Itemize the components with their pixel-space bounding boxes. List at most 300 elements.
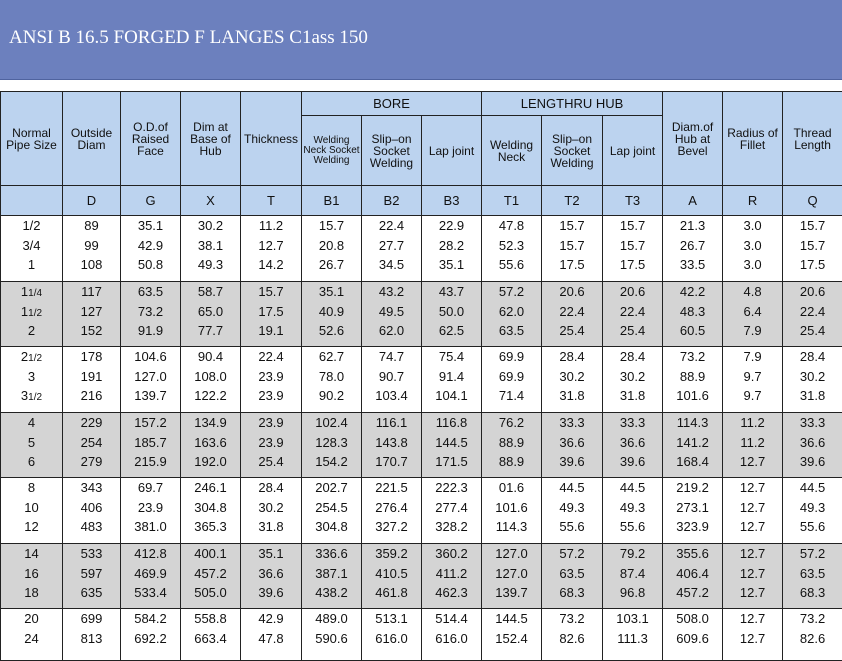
value: 116.8: [422, 413, 481, 433]
value: 144.5: [482, 609, 541, 629]
pipe-size-cell: [1, 413, 63, 478]
value: 33.3: [542, 413, 602, 433]
value: 229: [63, 413, 120, 433]
header-length-lap-joint: Lap joint: [603, 116, 663, 186]
value-cell-b1: [302, 544, 362, 609]
value: 128.3: [302, 433, 361, 453]
value-cell-b2: [362, 216, 422, 282]
value-cell-a: [663, 544, 723, 609]
value: 20.6: [783, 282, 842, 302]
value: 89: [63, 216, 120, 236]
pipe-size-whole: 18: [24, 585, 38, 600]
value-cell-x: [181, 544, 241, 609]
value: 406.4: [663, 564, 722, 584]
value: 170.7: [362, 452, 421, 472]
value: 26.7: [302, 255, 361, 275]
value: 609.6: [663, 629, 722, 649]
value: 36.6: [603, 433, 662, 453]
value: 127: [63, 302, 120, 322]
value-cell-b3: [422, 544, 482, 609]
symbol-cell: T: [241, 186, 302, 216]
value-cell-x: [181, 413, 241, 478]
symbol-cell: B1: [302, 186, 362, 216]
value-cell-t1: [482, 413, 542, 478]
value: 134.9: [181, 413, 240, 433]
value: 327.2: [362, 517, 421, 537]
value: 69.9: [482, 367, 541, 387]
value: 3.0: [723, 216, 782, 236]
value: 69.9: [482, 347, 541, 367]
value: 75.4: [422, 347, 481, 367]
value: 68.3: [783, 583, 842, 603]
value: 88.9: [482, 452, 541, 472]
value: 813: [63, 629, 120, 649]
value: 22.4: [241, 347, 301, 367]
value: 12.7: [723, 564, 782, 584]
value: 63.5: [482, 321, 541, 341]
value: 12.7: [723, 452, 782, 472]
value: 36.6: [241, 564, 301, 584]
value-cell-a: [663, 347, 723, 413]
value-cell-r: [723, 413, 783, 478]
value-cell-b1: [302, 216, 362, 282]
value: 152.4: [482, 629, 541, 649]
value: 58.7: [181, 282, 240, 302]
pipe-size-value: [1, 564, 62, 584]
value: 76.2: [482, 413, 541, 433]
header-thickness: Thickness: [241, 92, 302, 186]
value: 47.8: [482, 216, 541, 236]
table-row-group: [1, 282, 842, 347]
value: 304.8: [181, 498, 240, 518]
value-cell-t: [241, 347, 302, 413]
value: 168.4: [663, 452, 722, 472]
value: 462.3: [422, 583, 481, 603]
value-cell-t3: [603, 544, 663, 609]
value: 163.6: [181, 433, 240, 453]
symbol-cell: B3: [422, 186, 482, 216]
value: 15.7: [603, 216, 662, 236]
value-cell-q: [783, 282, 842, 347]
pipe-size-whole: 14: [24, 546, 38, 561]
value-cell-b3: [422, 216, 482, 282]
value-cell-a: [663, 216, 723, 282]
value: 141.2: [663, 433, 722, 453]
value-cell-t1: [482, 216, 542, 282]
value: 34.5: [362, 255, 421, 275]
value: 597: [63, 564, 120, 584]
value: 3.0: [723, 255, 782, 275]
header-raised-face: O.D.of Raised Face: [121, 92, 181, 186]
value-cell-b1: [302, 347, 362, 413]
value-cell-t: [241, 216, 302, 282]
header-dim-hub: Dim at Base of Hub: [181, 92, 241, 186]
value: 328.2: [422, 517, 481, 537]
value: 222.3: [422, 478, 481, 498]
value: 30.2: [241, 498, 301, 518]
value: 28.4: [542, 347, 602, 367]
value: 17.5: [542, 255, 602, 275]
value: 101.6: [482, 498, 541, 518]
value-cell-a: [663, 609, 723, 661]
pipe-size-whole: 10: [24, 500, 38, 515]
value: 57.2: [542, 544, 602, 564]
value: 44.5: [783, 478, 842, 498]
value-cell-d: [63, 609, 121, 661]
value: 254: [63, 433, 120, 453]
table-row-group: [1, 216, 842, 282]
value: 12.7: [723, 629, 782, 649]
value: 273.1: [663, 498, 722, 518]
value: 52.6: [302, 321, 361, 341]
value: 90.4: [181, 347, 240, 367]
pipe-size-value: [1, 517, 62, 537]
value: 36.6: [783, 433, 842, 453]
value: 616.0: [362, 629, 421, 649]
value: 60.5: [663, 321, 722, 341]
value-cell-t: [241, 544, 302, 609]
value: 33.3: [783, 413, 842, 433]
value: 15.7: [542, 216, 602, 236]
value: 73.2: [663, 347, 722, 367]
value: 12.7: [723, 517, 782, 537]
header-hub-bevel: Diam.of Hub at Bevel: [663, 92, 723, 186]
value: 17.5: [783, 255, 842, 275]
value: 52.3: [482, 236, 541, 256]
value: 25.4: [603, 321, 662, 341]
table-row-group: [1, 609, 842, 661]
value: 71.4: [482, 386, 541, 406]
value: 15.7: [302, 216, 361, 236]
symbol-row: [1, 186, 842, 216]
pipe-size-value: [1, 367, 62, 387]
value: 31.8: [603, 386, 662, 406]
value-cell-d: [63, 216, 121, 282]
value: 14.2: [241, 255, 301, 275]
value: 49.5: [362, 302, 421, 322]
value: 25.4: [542, 321, 602, 341]
value: 30.2: [783, 367, 842, 387]
value: 412.8: [121, 544, 180, 564]
value: 17.5: [241, 302, 301, 322]
value-cell-r: [723, 478, 783, 544]
value: 62.0: [482, 302, 541, 322]
value: 355.6: [663, 544, 722, 564]
value: 116.1: [362, 413, 421, 433]
value: 12.7: [723, 583, 782, 603]
flange-dimension-table: [0, 91, 842, 661]
pipe-size-fraction: 1/2: [28, 392, 42, 403]
value: 533: [63, 544, 120, 564]
value-cell-d: [63, 478, 121, 544]
value: 35.1: [241, 544, 301, 564]
value: 31.8: [542, 386, 602, 406]
value: 15.7: [783, 236, 842, 256]
value-cell-g: [121, 413, 181, 478]
value: 143.8: [362, 433, 421, 453]
value-cell-g: [121, 347, 181, 413]
pipe-size-value: [1, 255, 62, 275]
value: 39.6: [542, 452, 602, 472]
value: 152: [63, 321, 120, 341]
header-radius-fillet: Radius of Fillet: [723, 92, 783, 186]
value: 73.2: [121, 302, 180, 322]
value: 411.2: [422, 564, 481, 584]
value: 74.7: [362, 347, 421, 367]
value-cell-g: [121, 282, 181, 347]
value: 27.7: [362, 236, 421, 256]
symbol-cell-blank: [1, 186, 63, 216]
value-cell-r: [723, 544, 783, 609]
pipe-size-cell: [1, 478, 63, 544]
value: 11.2: [241, 216, 301, 236]
value: 69.7: [121, 478, 180, 498]
pipe-size-whole: 20: [24, 611, 38, 626]
value: 457.2: [663, 583, 722, 603]
value-cell-q: [783, 347, 842, 413]
value: 20.8: [302, 236, 361, 256]
value: 23.9: [241, 386, 301, 406]
value: 215.9: [121, 452, 180, 472]
value: 699: [63, 609, 120, 629]
pipe-size-whole: 12: [24, 519, 38, 534]
pipe-size-value: [1, 544, 62, 564]
value-cell-d: [63, 413, 121, 478]
pipe-size-whole: 1: [28, 257, 35, 272]
value: 410.5: [362, 564, 421, 584]
value: 20.6: [542, 282, 602, 302]
value: 246.1: [181, 478, 240, 498]
value: 42.9: [121, 236, 180, 256]
value: 304.8: [302, 517, 361, 537]
value: 30.2: [603, 367, 662, 387]
value: 49.3: [542, 498, 602, 518]
value: 57.2: [783, 544, 842, 564]
value: 9.7: [723, 367, 782, 387]
value: 114.3: [663, 413, 722, 433]
pipe-size-value: [1, 236, 62, 256]
value-cell-d: [63, 282, 121, 347]
value: 91.9: [121, 321, 180, 341]
value: 15.7: [783, 216, 842, 236]
value-cell-t: [241, 413, 302, 478]
value-cell-d: [63, 544, 121, 609]
value: 9.7: [723, 386, 782, 406]
value: 63.5: [121, 282, 180, 302]
pipe-size-value: [1, 583, 62, 603]
pipe-size-whole: 4: [28, 415, 35, 430]
value: 78.0: [302, 367, 361, 387]
value: 42.2: [663, 282, 722, 302]
value: 82.6: [783, 629, 842, 649]
value: 15.7: [603, 236, 662, 256]
value: 01.6: [482, 478, 541, 498]
value-cell-t1: [482, 478, 542, 544]
pipe-size-value: [1, 413, 62, 433]
value: 88.9: [663, 367, 722, 387]
pipe-size-whole: 2: [21, 349, 28, 364]
pipe-size-value: [1, 302, 62, 322]
header-length-thru-hub: LENGTHRU HUB: [482, 92, 663, 116]
value-cell-b3: [422, 413, 482, 478]
value: 381.0: [121, 517, 180, 537]
header-thread-length: Thread Length: [783, 92, 842, 186]
value-cell-a: [663, 478, 723, 544]
value-cell-b2: [362, 413, 422, 478]
table-row-group: [1, 544, 842, 609]
pipe-size-whole: 1: [21, 304, 28, 319]
pipe-size-value: [1, 609, 62, 629]
value-cell-q: [783, 478, 842, 544]
value: 17.5: [603, 255, 662, 275]
value: 50.0: [422, 302, 481, 322]
value: 127.0: [482, 544, 541, 564]
value: 87.4: [603, 564, 662, 584]
value-cell-t1: [482, 347, 542, 413]
value: 38.1: [181, 236, 240, 256]
value: 359.2: [362, 544, 421, 564]
header-bore: BORE: [302, 92, 482, 116]
pipe-size-whole: 1: [21, 284, 28, 299]
value: 584.2: [121, 609, 180, 629]
value: 26.7: [663, 236, 722, 256]
value: 6.4: [723, 302, 782, 322]
value: 63.5: [783, 564, 842, 584]
value: 43.7: [422, 282, 481, 302]
pipe-size-cell: [1, 282, 63, 347]
value: 114.3: [482, 517, 541, 537]
value: 49.3: [181, 255, 240, 275]
value: 692.2: [121, 629, 180, 649]
symbol-cell: T1: [482, 186, 542, 216]
symbol-cell: B2: [362, 186, 422, 216]
value: 79.2: [603, 544, 662, 564]
value: 88.9: [482, 433, 541, 453]
pipe-size-value: [1, 347, 62, 367]
value: 68.3: [542, 583, 602, 603]
value: 22.4: [783, 302, 842, 322]
table-row-group: [1, 347, 842, 413]
value: 91.4: [422, 367, 481, 387]
value: 12.7: [241, 236, 301, 256]
value-cell-x: [181, 216, 241, 282]
value: 558.8: [181, 609, 240, 629]
value: 21.3: [663, 216, 722, 236]
value-cell-q: [783, 216, 842, 282]
value: 35.1: [302, 282, 361, 302]
value: 25.4: [783, 321, 842, 341]
value-cell-g: [121, 478, 181, 544]
value: 154.2: [302, 452, 361, 472]
value: 663.4: [181, 629, 240, 649]
symbol-cell: T3: [603, 186, 663, 216]
value-cell-t: [241, 478, 302, 544]
value-cell-t1: [482, 609, 542, 661]
value-cell-r: [723, 347, 783, 413]
value: 33.5: [663, 255, 722, 275]
header-bore-lap-joint: Lap joint: [422, 116, 482, 186]
value: 22.4: [362, 216, 421, 236]
value: 49.3: [603, 498, 662, 518]
pipe-size-fraction: 1/2: [28, 353, 42, 364]
value-cell-b2: [362, 347, 422, 413]
value: 101.6: [663, 386, 722, 406]
value-cell-t2: [542, 609, 603, 661]
value: 11.2: [723, 413, 782, 433]
value-cell-t: [241, 282, 302, 347]
value: 178: [63, 347, 120, 367]
pipe-size-value: [1, 478, 62, 498]
value-cell-t2: [542, 282, 603, 347]
value: 277.4: [422, 498, 481, 518]
header-outside-diam: Outside Diam: [63, 92, 121, 186]
value: 400.1: [181, 544, 240, 564]
value-cell-t2: [542, 478, 603, 544]
value: 616.0: [422, 629, 481, 649]
value-cell-b2: [362, 282, 422, 347]
pipe-size-cell: [1, 347, 63, 413]
value: 65.0: [181, 302, 240, 322]
value: 90.2: [302, 386, 361, 406]
value: 387.1: [302, 564, 361, 584]
value: 108.0: [181, 367, 240, 387]
page-title: ANSI B 16.5 FORGED F LANGES C1ass 150: [9, 27, 368, 49]
value: 505.0: [181, 583, 240, 603]
value: 7.9: [723, 321, 782, 341]
title-bar: [0, 0, 842, 80]
pipe-size-cell: [1, 609, 63, 661]
value: 12.7: [723, 544, 782, 564]
value: 28.4: [241, 478, 301, 498]
value: 7.9: [723, 347, 782, 367]
value-cell-t3: [603, 347, 663, 413]
table-row-group: [1, 413, 842, 478]
value: 343: [63, 478, 120, 498]
value: 590.6: [302, 629, 361, 649]
value: 276.4: [362, 498, 421, 518]
value: 55.6: [482, 255, 541, 275]
value: 3.0: [723, 236, 782, 256]
value-cell-q: [783, 609, 842, 661]
value: 62.7: [302, 347, 361, 367]
value-cell-b3: [422, 347, 482, 413]
value: 279: [63, 452, 120, 472]
value: 171.5: [422, 452, 481, 472]
value: 103.4: [362, 386, 421, 406]
value: 28.4: [783, 347, 842, 367]
value: 31.8: [783, 386, 842, 406]
value: 63.5: [542, 564, 602, 584]
value-cell-t2: [542, 216, 603, 282]
value: 57.2: [482, 282, 541, 302]
pipe-size-whole: 3: [21, 388, 28, 403]
value: 336.6: [302, 544, 361, 564]
value-cell-b2: [362, 478, 422, 544]
value: 55.6: [542, 517, 602, 537]
pipe-size-value: [1, 498, 62, 518]
value: 39.6: [241, 583, 301, 603]
symbol-cell: A: [663, 186, 723, 216]
value: 117: [63, 282, 120, 302]
value: 139.7: [121, 386, 180, 406]
value-cell-b3: [422, 478, 482, 544]
value: 533.4: [121, 583, 180, 603]
value-cell-x: [181, 478, 241, 544]
value-cell-b2: [362, 609, 422, 661]
value: 23.9: [121, 498, 180, 518]
value-cell-b1: [302, 609, 362, 661]
value: 35.1: [422, 255, 481, 275]
